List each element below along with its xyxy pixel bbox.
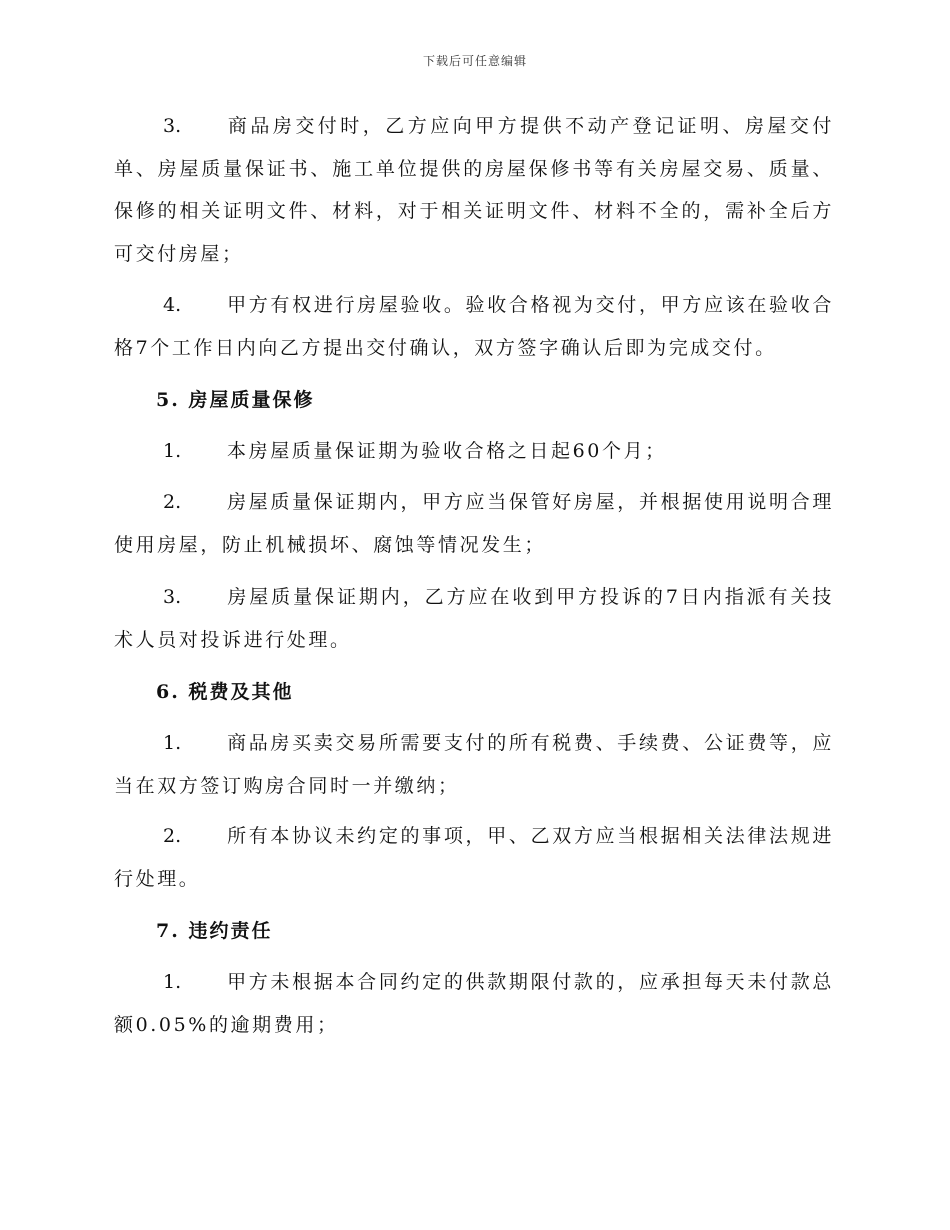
list-item: [114, 815, 834, 900]
item-text: 甲方有权进行房屋验收。验收合格视为交付，甲方应该在验收合格7个工作日内向乙方提出交付确认，双方签字确认后即为完成交付。: [114, 294, 834, 359]
section-heading: 5. 房屋质量保修: [156, 389, 315, 411]
page-header: 下载后可任意编辑: [422, 54, 527, 68]
list-item: [114, 722, 834, 807]
item-number: 2.: [163, 825, 182, 847]
item-number: 3.: [163, 586, 182, 608]
item-number: 1.: [163, 440, 182, 462]
item-number: 3.: [163, 115, 182, 137]
list-item: [114, 284, 834, 369]
item-text: 商品房买卖交易所需要支付的所有税费、手续费、公证费等，应当在双方签订购房合同时一并缴纳；: [114, 732, 834, 797]
item-text: 房屋质量保证期内，甲方应当保管好房屋，并根据使用说明合理使用房屋，防止机械损坏、腐蚀等情况发生；: [114, 491, 834, 556]
list-item: [114, 961, 834, 1046]
item-text: 所有本协议未约定的事项，甲、乙双方应当根据相关法律法规进行处理。: [114, 825, 834, 890]
item-text: 商品房交付时，乙方应向甲方提供不动产登记证明、房屋交付单、房屋质量保证书、施工单位提供的房屋保修书等有关房屋交易、质量、保修的相关证明文件、材料，对于相关证明文件、材料不全的，需补全后方可交付房屋；: [114, 115, 834, 265]
list-item: [114, 105, 834, 275]
item-number: 1.: [163, 971, 182, 993]
section-heading: 7. 违约责任: [156, 920, 273, 942]
list-item: [114, 481, 834, 566]
item-number: 1.: [163, 732, 182, 754]
list-item: [114, 430, 834, 473]
item-number: 4.: [163, 294, 182, 316]
item-number: 2.: [163, 491, 182, 513]
item-text: 房屋质量保证期内，乙方应在收到甲方投诉的7日内指派有关技术人员对投诉进行处理。: [114, 586, 834, 651]
item-text: 本房屋质量保证期为验收合格之日起60个月；: [227, 440, 667, 462]
section-heading: 6. 税费及其他: [156, 681, 294, 703]
item-text: 甲方未根据本合同约定的供款期限付款的，应承担每天未付款总额0.05%的逾期费用；: [114, 971, 834, 1036]
list-item: [114, 576, 834, 661]
